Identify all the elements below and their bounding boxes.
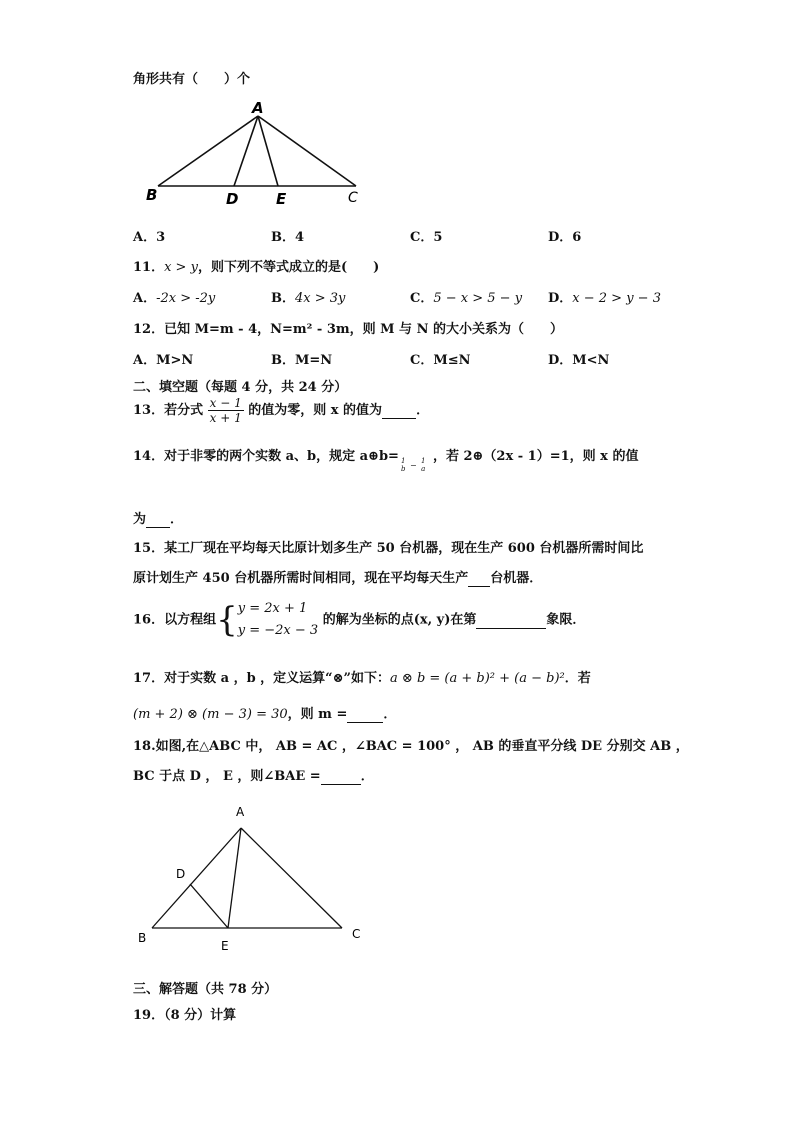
q12-option-c: C．M≤N: [410, 353, 471, 368]
q19-question: 19．（8 分）计算: [133, 1008, 237, 1023]
triangle-figure-2: [130, 800, 370, 960]
q10-option-b: B．4: [271, 230, 305, 245]
q13-blank: [382, 403, 416, 419]
q18-blank: [321, 769, 361, 785]
q11-condition: x > y: [164, 260, 198, 275]
q13-fraction: $\frac{x - 1}{x + 1}$: [209, 396, 242, 425]
section-3-heading: 三、解答题（共 78 分）: [133, 982, 278, 997]
q11-option-a: A．-2x > -2y: [133, 291, 216, 306]
q12-option-d: D．M<N: [548, 353, 610, 368]
fig2-label-a: A: [236, 805, 245, 819]
q17-blank: [347, 707, 383, 723]
q11-option-d: D．x − 2 > y − 3: [548, 291, 661, 306]
q11-text: ，则下列不等式成立的是( ): [197, 260, 380, 275]
q16-equation-system: y = 2x + 1 y = −2x − 3: [237, 601, 319, 638]
q17-line-1: 17．对于实数 a ，b ，定义运算“⊗”如下：a ⊗ b = (a + b)² + (a − b)²．若: [133, 671, 591, 686]
q11-option-b: B．4x > 3y: [271, 291, 346, 306]
fig2-label-c: C: [352, 927, 361, 941]
section-2-heading: 二、填空题（每题 4 分，共 24 分）: [133, 380, 348, 395]
q18-line-1: 18.如图,在△ABC 中， AB = AC ，∠BAC = 100° ， AB 的垂直平分线 DE 分别交 AB ，: [133, 739, 689, 754]
q12-question: 12．已知 M=m - 4，N=m² - 3m，则 M 与 N 的大小关系为（ ）: [133, 322, 563, 337]
q18-line-2: BC 于点 D ， E ，则∠BAE = ．: [133, 769, 374, 784]
fig2-label-e: E: [221, 939, 229, 953]
q14-small-fraction: 1 b: [400, 457, 406, 473]
fig2-label-b: B: [138, 931, 147, 945]
q11-number: 11．: [133, 260, 165, 275]
q10-text: 角形共有（ ）个: [133, 72, 251, 87]
q12-option-a: A．M>N: [133, 353, 194, 368]
q10-option-a: A．3: [133, 230, 166, 245]
fig1-label-d: D: [226, 190, 239, 208]
fig1-label-e: E: [276, 190, 287, 208]
q16-question: 16．以方程组{y = 2x + 1 y = −2x − 3 的解为坐标的点(x, y)在第 象限．: [133, 600, 586, 640]
q11-option-c: C．5 − x > 5 − y: [410, 291, 523, 306]
q13-question: 13．若分式 $\frac{x - 1}{x + 1}$ 的值为零，则 x 的值为 ．: [133, 396, 430, 425]
q10-option-d: D．6: [548, 230, 582, 245]
q14-question: 14．对于非零的两个实数 a、b，规定 a⊕b= 1 b − 1 a ，若 2⊕（2x - 1）=1，则 x 的值: [133, 449, 639, 473]
q15-line-1: 15．某工厂现在平均每天比原计划多生产 50 台机器，现在生产 600 台机器所需时间比: [133, 541, 644, 556]
q11-question: [133, 256, 379, 275]
fig1-label-c: C: [348, 190, 358, 206]
q10-option-c: C．5: [410, 230, 443, 245]
q14-continuation: 为 ．: [133, 512, 184, 527]
q15-line-2: 原计划生产 450 台机器所需时间相同，现在平均每天生产 台机器．: [133, 571, 543, 586]
q15-blank: [468, 571, 490, 587]
fig2-label-d: D: [176, 867, 186, 881]
fig1-label-b: B: [146, 186, 158, 204]
q17-line-2: (m + 2) ⊗ (m − 3) = 30，则 m = ．: [133, 707, 397, 722]
q14-blank: [146, 512, 170, 528]
q16-blank: [476, 613, 546, 629]
triangle-figure-1: [140, 98, 370, 210]
q12-option-b: B．M=N: [271, 353, 333, 368]
fig1-label-a: A: [252, 99, 264, 117]
